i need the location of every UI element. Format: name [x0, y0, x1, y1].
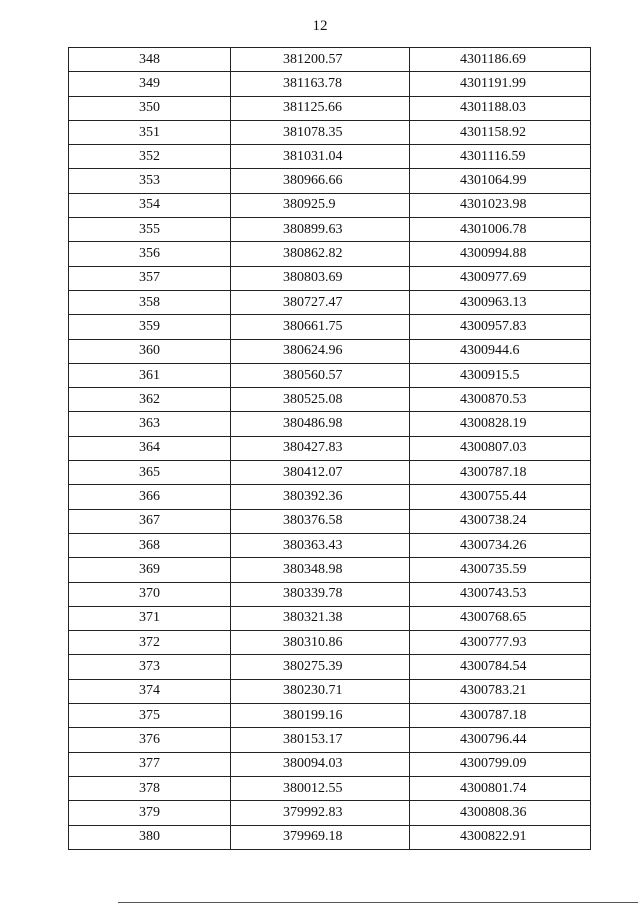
point-number-cell: 377	[69, 752, 231, 776]
x-coordinate-cell: 380525.08	[231, 388, 410, 412]
x-coordinate-cell: 380727.47	[231, 290, 410, 314]
y-coordinate-cell: 4301064.99	[410, 169, 591, 193]
x-coordinate-cell: 380094.03	[231, 752, 410, 776]
table-row	[69, 266, 591, 290]
y-coordinate-cell: 4301191.99	[410, 72, 591, 96]
coordinates-table	[68, 47, 591, 850]
y-coordinate-cell: 4300738.24	[410, 509, 591, 533]
table-row	[69, 363, 591, 387]
y-coordinate-cell: 4300777.93	[410, 631, 591, 655]
x-coordinate-cell: 380486.98	[231, 412, 410, 436]
y-coordinate-cell: 4300963.13	[410, 290, 591, 314]
y-coordinate-cell: 4300755.44	[410, 485, 591, 509]
point-number-cell: 376	[69, 728, 231, 752]
x-coordinate-cell: 381125.66	[231, 96, 410, 120]
y-coordinate-cell: 4300783.21	[410, 679, 591, 703]
point-number-cell: 370	[69, 582, 231, 606]
x-coordinate-cell: 380363.43	[231, 533, 410, 557]
point-number-cell: 372	[69, 631, 231, 655]
x-coordinate-cell: 380862.82	[231, 242, 410, 266]
point-number-cell: 355	[69, 218, 231, 242]
table-row	[69, 606, 591, 630]
table-row	[69, 485, 591, 509]
y-coordinate-cell: 4300787.18	[410, 704, 591, 728]
point-number-cell: 369	[69, 558, 231, 582]
bottom-rule	[118, 902, 638, 903]
point-number-cell: 374	[69, 679, 231, 703]
table-row	[69, 339, 591, 363]
x-coordinate-cell: 381078.35	[231, 120, 410, 144]
point-number-cell: 379	[69, 801, 231, 825]
table-row	[69, 193, 591, 217]
table-row	[69, 169, 591, 193]
table-row	[69, 412, 591, 436]
table-row	[69, 558, 591, 582]
point-number-cell: 362	[69, 388, 231, 412]
y-coordinate-cell: 4300801.74	[410, 776, 591, 800]
table-row	[69, 825, 591, 849]
table-row	[69, 631, 591, 655]
y-coordinate-cell: 4301186.69	[410, 48, 591, 72]
y-coordinate-cell: 4300799.09	[410, 752, 591, 776]
y-coordinate-cell: 4300796.44	[410, 728, 591, 752]
x-coordinate-cell: 380199.16	[231, 704, 410, 728]
y-coordinate-cell: 4300915.5	[410, 363, 591, 387]
point-number-cell: 356	[69, 242, 231, 266]
y-coordinate-cell: 4301188.03	[410, 96, 591, 120]
x-coordinate-cell: 380230.71	[231, 679, 410, 703]
x-coordinate-cell: 380925.9	[231, 193, 410, 217]
y-coordinate-cell: 4300944.6	[410, 339, 591, 363]
table-row	[69, 72, 591, 96]
point-number-cell: 363	[69, 412, 231, 436]
table-row	[69, 290, 591, 314]
table-row	[69, 679, 591, 703]
table-row	[69, 509, 591, 533]
point-number-cell: 360	[69, 339, 231, 363]
point-number-cell: 375	[69, 704, 231, 728]
table-row	[69, 120, 591, 144]
x-coordinate-cell: 380899.63	[231, 218, 410, 242]
table-row	[69, 655, 591, 679]
x-coordinate-cell: 381200.57	[231, 48, 410, 72]
point-number-cell: 358	[69, 290, 231, 314]
table-row	[69, 145, 591, 169]
x-coordinate-cell: 380803.69	[231, 266, 410, 290]
table-row	[69, 315, 591, 339]
table-row	[69, 218, 591, 242]
y-coordinate-cell: 4300734.26	[410, 533, 591, 557]
point-number-cell: 366	[69, 485, 231, 509]
point-number-cell: 361	[69, 363, 231, 387]
y-coordinate-cell: 4300870.53	[410, 388, 591, 412]
page-number: 12	[312, 18, 328, 34]
x-coordinate-cell: 380427.83	[231, 436, 410, 460]
y-coordinate-cell: 4300822.91	[410, 825, 591, 849]
y-coordinate-cell: 4301023.98	[410, 193, 591, 217]
table-row	[69, 48, 591, 72]
table-row	[69, 96, 591, 120]
x-coordinate-cell: 380310.86	[231, 631, 410, 655]
y-coordinate-cell: 4301006.78	[410, 218, 591, 242]
point-number-cell: 365	[69, 461, 231, 485]
x-coordinate-cell: 380376.58	[231, 509, 410, 533]
x-coordinate-cell: 380348.98	[231, 558, 410, 582]
y-coordinate-cell: 4300828.19	[410, 412, 591, 436]
x-coordinate-cell: 380966.66	[231, 169, 410, 193]
coordinates-table-body	[69, 48, 591, 850]
y-coordinate-cell: 4300808.36	[410, 801, 591, 825]
table-row	[69, 436, 591, 460]
table-row	[69, 728, 591, 752]
point-number-cell: 352	[69, 145, 231, 169]
y-coordinate-cell: 4300735.59	[410, 558, 591, 582]
y-coordinate-cell: 4300994.88	[410, 242, 591, 266]
point-number-cell: 349	[69, 72, 231, 96]
point-number-cell: 350	[69, 96, 231, 120]
x-coordinate-cell: 380661.75	[231, 315, 410, 339]
y-coordinate-cell: 4300784.54	[410, 655, 591, 679]
point-number-cell: 364	[69, 436, 231, 460]
point-number-cell: 378	[69, 776, 231, 800]
x-coordinate-cell: 381163.78	[231, 72, 410, 96]
x-coordinate-cell: 380321.38	[231, 606, 410, 630]
point-number-cell: 354	[69, 193, 231, 217]
point-number-cell: 380	[69, 825, 231, 849]
x-coordinate-cell: 380339.78	[231, 582, 410, 606]
y-coordinate-cell: 4301116.59	[410, 145, 591, 169]
y-coordinate-cell: 4300807.03	[410, 436, 591, 460]
table-row	[69, 704, 591, 728]
table-row	[69, 242, 591, 266]
y-coordinate-cell: 4300957.83	[410, 315, 591, 339]
table-row	[69, 801, 591, 825]
point-number-cell: 351	[69, 120, 231, 144]
x-coordinate-cell: 380012.55	[231, 776, 410, 800]
y-coordinate-cell: 4300977.69	[410, 266, 591, 290]
point-number-cell: 373	[69, 655, 231, 679]
x-coordinate-cell: 380153.17	[231, 728, 410, 752]
table-row	[69, 776, 591, 800]
point-number-cell: 357	[69, 266, 231, 290]
x-coordinate-cell: 380392.36	[231, 485, 410, 509]
point-number-cell: 367	[69, 509, 231, 533]
table-row	[69, 582, 591, 606]
x-coordinate-cell: 380560.57	[231, 363, 410, 387]
table-row	[69, 388, 591, 412]
table-row	[69, 533, 591, 557]
point-number-cell: 371	[69, 606, 231, 630]
x-coordinate-cell: 380275.39	[231, 655, 410, 679]
y-coordinate-cell: 4300787.18	[410, 461, 591, 485]
y-coordinate-cell: 4300743.53	[410, 582, 591, 606]
y-coordinate-cell: 4301158.92	[410, 120, 591, 144]
point-number-cell: 353	[69, 169, 231, 193]
y-coordinate-cell: 4300768.65	[410, 606, 591, 630]
x-coordinate-cell: 381031.04	[231, 145, 410, 169]
x-coordinate-cell: 379969.18	[231, 825, 410, 849]
x-coordinate-cell: 379992.83	[231, 801, 410, 825]
point-number-cell: 348	[69, 48, 231, 72]
table-row	[69, 461, 591, 485]
table-row	[69, 752, 591, 776]
x-coordinate-cell: 380624.96	[231, 339, 410, 363]
x-coordinate-cell: 380412.07	[231, 461, 410, 485]
point-number-cell: 368	[69, 533, 231, 557]
point-number-cell: 359	[69, 315, 231, 339]
